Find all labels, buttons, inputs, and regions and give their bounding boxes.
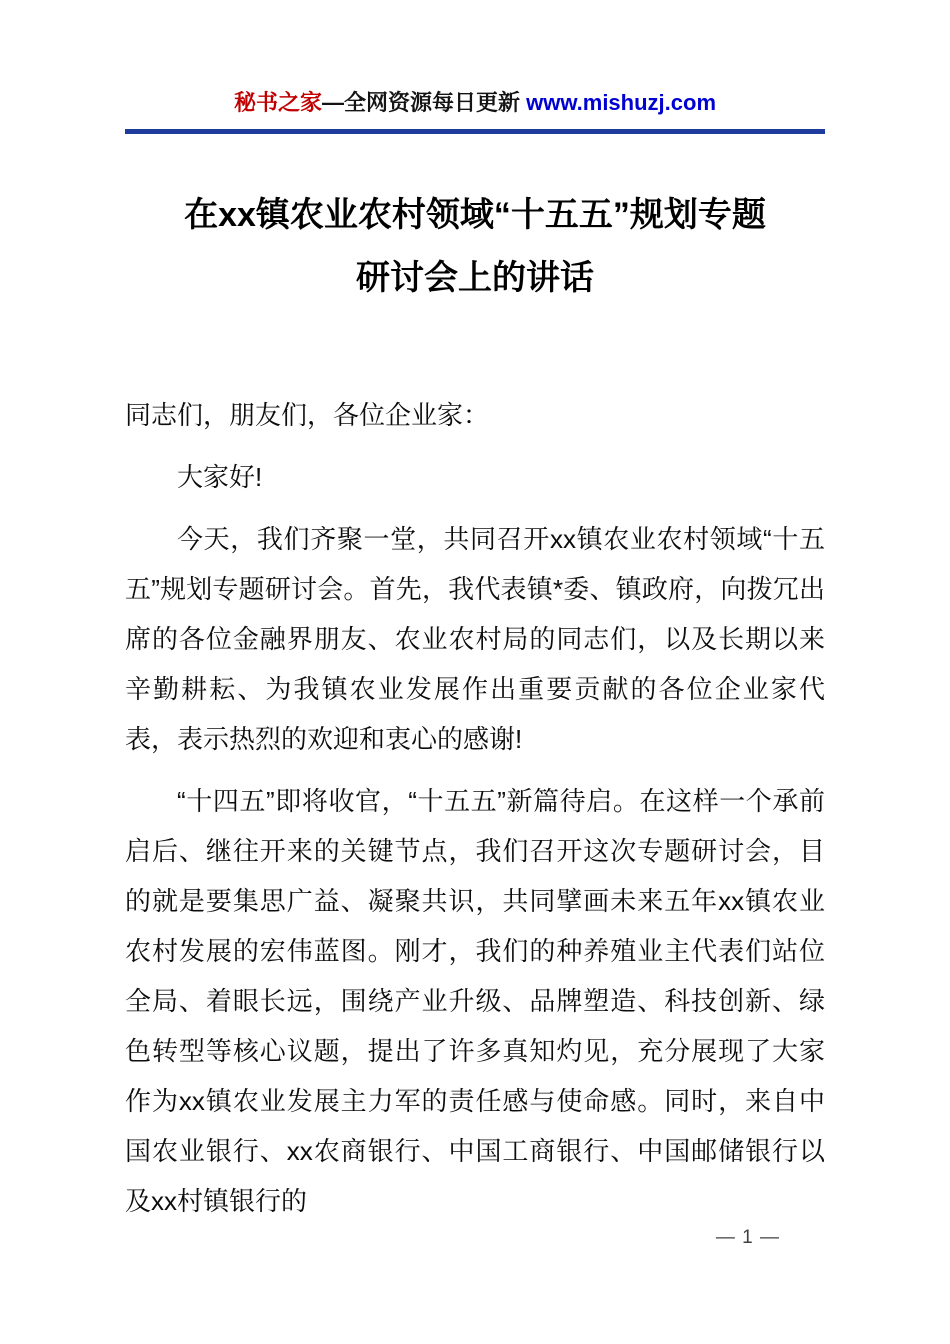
greeting-paragraph: 大家好! (177, 462, 263, 492)
body-paragraph: “十四五”即将收官，“十五五”新篇待启。在这样一个承前启后、继往开来的关键节点，我们召开这次专题研讨会，目的就是要集思广益、凝聚共识，共同擘画未来五年xx镇农业农村发展的宏伟蓝图。刚才，我们的种养殖业主代表们站位全局、着眼长远，围绕产业升级、品牌塑造、科技创新、绿色转型等核心议题，提出了许多真知灼见，充分展现了大家作为xx镇农业发展主力军的责任感与使命感。同时，来自中国农业银行、xx农商银行、中国工商银行、中国邮储银行以及xx村镇银行的 (125, 786, 825, 1216)
document-title-line-2: 研讨会上的讲话 (356, 259, 594, 297)
site-url-link[interactable]: www.mishuzj.com (526, 90, 717, 115)
salutation-paragraph: 同志们，朋友们，各位企业家： (125, 400, 490, 430)
document-title (125, 184, 825, 310)
site-name: 秘书之家 (233, 90, 322, 115)
site-header (125, 0, 825, 117)
document-body (125, 390, 825, 1226)
site-tagline: —全网资源每日更新 (322, 90, 527, 115)
page-number: — 1 — (715, 1227, 780, 1248)
header-divider-rule (125, 129, 825, 134)
document-title-line-1: 在xx镇农业农村领域“十五五”规划专题 (184, 196, 766, 234)
body-paragraph: 今天，我们齐聚一堂，共同召开xx镇农业农村领域“十五五”规划专题研讨会。首先，我代表镇*委、镇政府，向拨冗出席的各位金融界朋友、农业农村局的同志们，以及长期以来辛勤耕耘、为我镇农业发展作出重要贡献的各位企业家代表，表示热烈的欢迎和衷心的感谢! (125, 524, 825, 754)
